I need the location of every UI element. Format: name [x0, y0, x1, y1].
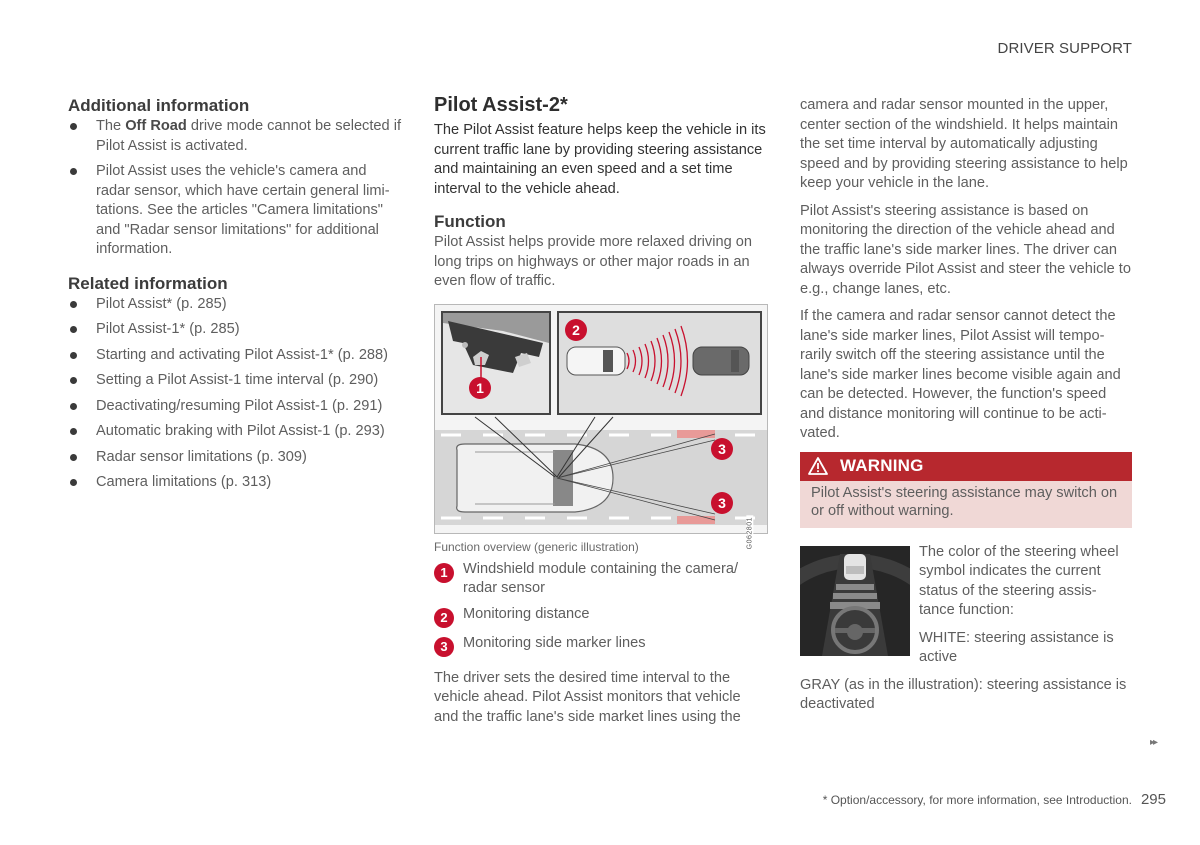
- warning-text: Pilot Assist's steering assistance may switch on or off without warning.: [800, 481, 1132, 528]
- page-title: Pilot Assist-2*: [434, 94, 568, 116]
- function-paragraph: Pilot Assist helps provide more relaxed driving on long trips on highways or other major roads in an even flow of traffic.: [434, 234, 752, 289]
- bullet-icon: [70, 352, 77, 359]
- additional-info-list: [68, 117, 404, 260]
- function-heading: Function: [434, 212, 506, 231]
- related-link[interactable]: Automatic braking with Pilot Assist-1 (p. 293): [68, 422, 404, 442]
- steering-white-status: WHITE: steering assistance is active: [919, 629, 1114, 665]
- callout-2-badge: 2: [565, 319, 587, 341]
- figure-code: G062801: [746, 516, 753, 549]
- bullet-icon: [70, 403, 77, 410]
- steering-wheel-display-image: [800, 546, 910, 656]
- legend-item: 1 Windshield module containing the camera/ radar sensor: [434, 560, 768, 599]
- related-link[interactable]: Deactivating/resuming Pilot Assist-1 (p. 291): [68, 397, 404, 417]
- road-illustration: [435, 430, 767, 525]
- legend-item: 3 Monitoring side marker lines: [434, 634, 768, 657]
- related-link[interactable]: Pilot Assist* (p. 285): [68, 295, 404, 315]
- off-road-term: Off Road: [125, 118, 187, 134]
- closing-paragraph: The driver sets the desired time interval to the vehicle ahead. Pilot Assist monitors that vehicle and the traffic lane's side market lines using the: [434, 669, 741, 725]
- number-3-icon: 3: [434, 637, 454, 657]
- bullet-icon: [70, 479, 77, 486]
- related-info-heading: Related information: [68, 273, 228, 293]
- paragraph: Pilot Assist's steering assistance is based on monitoring the direction of the vehicle ahead and the traffic lane's side marker lines. The driver can always override Pilot Assist and steer the vehicle to e.g., change lanes, etc.: [800, 202, 1131, 297]
- steering-status-block: [800, 543, 1132, 668]
- number-1-icon: 1: [434, 563, 454, 583]
- page-number: 295: [1140, 791, 1166, 808]
- callout-3-lower-badge: 3: [711, 492, 733, 514]
- windshield-module-inset: [441, 311, 551, 415]
- bullet-icon: [70, 428, 77, 435]
- bullet-icon: [70, 301, 77, 308]
- footnote: * Option/accessory, for more information, see Introduction.: [822, 793, 1132, 807]
- related-link[interactable]: Pilot Assist-1* (p. 285): [68, 320, 404, 340]
- related-link[interactable]: Radar sensor limitations (p. 309): [68, 448, 404, 468]
- steering-wheel-icon: [800, 546, 910, 656]
- left-column: [68, 96, 404, 499]
- paragraph: camera and radar sensor mounted in the upper, center section of the windshield. It helps maintain the set time interval by automatically adjusting speed and by providing steering assistance to help keep your vehicle in the lane.: [800, 97, 1128, 191]
- number-2-icon: 2: [434, 608, 454, 628]
- middle-column: [434, 96, 768, 727]
- right-column: [800, 96, 1132, 715]
- steering-description: The color of the steering wheel symbol indicates the current status of the steering assis-tance function:: [919, 543, 1119, 618]
- paragraph: If the camera and radar sensor cannot detect the lane's side marker lines, Pilot Assist will tempo-rarily switch off the steering assistance until the lane's side marker lines become visible again and can be detected. However, the function's speed and distance monitoring will continue to be acti-vated.: [800, 308, 1121, 441]
- warning-header: [800, 452, 1132, 481]
- steering-status-text: [919, 543, 1132, 668]
- related-link[interactable]: Starting and activating Pilot Assist-1* (p. 288): [68, 346, 404, 366]
- running-header: DRIVER SUPPORT: [997, 40, 1132, 57]
- bullet-icon: [70, 377, 77, 384]
- bullet-icon: [70, 123, 77, 130]
- distance-monitoring-illustration: [559, 313, 760, 413]
- continue-arrows-icon: ▸▸: [1150, 737, 1157, 748]
- steering-gray-status: GRAY (as in the illustration): steering assistance is deactivated: [800, 676, 1127, 712]
- warning-triangle-icon: [808, 457, 828, 475]
- intro-paragraph: The Pilot Assist feature helps keep the vehicle in its current traffic lane by providing steering assistance and maintaining an even speed and a set time interval to the vehicle ahead.: [434, 122, 766, 197]
- figure-caption: Function overview (generic illustration): [434, 539, 639, 554]
- list-item: The Off Road drive mode cannot be selected if Pilot Assist is activated.: [68, 117, 404, 156]
- page-footer: [823, 791, 1166, 808]
- callout-1-badge: 1: [469, 377, 491, 399]
- bullet-icon: [70, 326, 77, 333]
- bullet-icon: [70, 454, 77, 461]
- list-item: Pilot Assist uses the vehicle's camera and radar sensor, which have certain general limi-tations. See the articles "Camera limitations" and "Radar sensor limitations" for additional information.: [68, 162, 404, 260]
- bullet-icon: [70, 168, 77, 175]
- callout-3-upper-badge: 3: [711, 438, 733, 460]
- additional-info-heading: Additional information: [68, 96, 250, 115]
- related-link[interactable]: Camera limitations (p. 313): [68, 473, 404, 493]
- legend-item: 2 Monitoring distance: [434, 605, 768, 628]
- warning-box: [800, 452, 1132, 528]
- related-link[interactable]: Setting a Pilot Assist-1 time interval (p. 290): [68, 371, 404, 391]
- related-info-list: [68, 295, 404, 493]
- windshield-module-illustration: [443, 313, 549, 413]
- distance-monitoring-inset: [557, 311, 762, 415]
- warning-label: WARNING: [840, 456, 924, 475]
